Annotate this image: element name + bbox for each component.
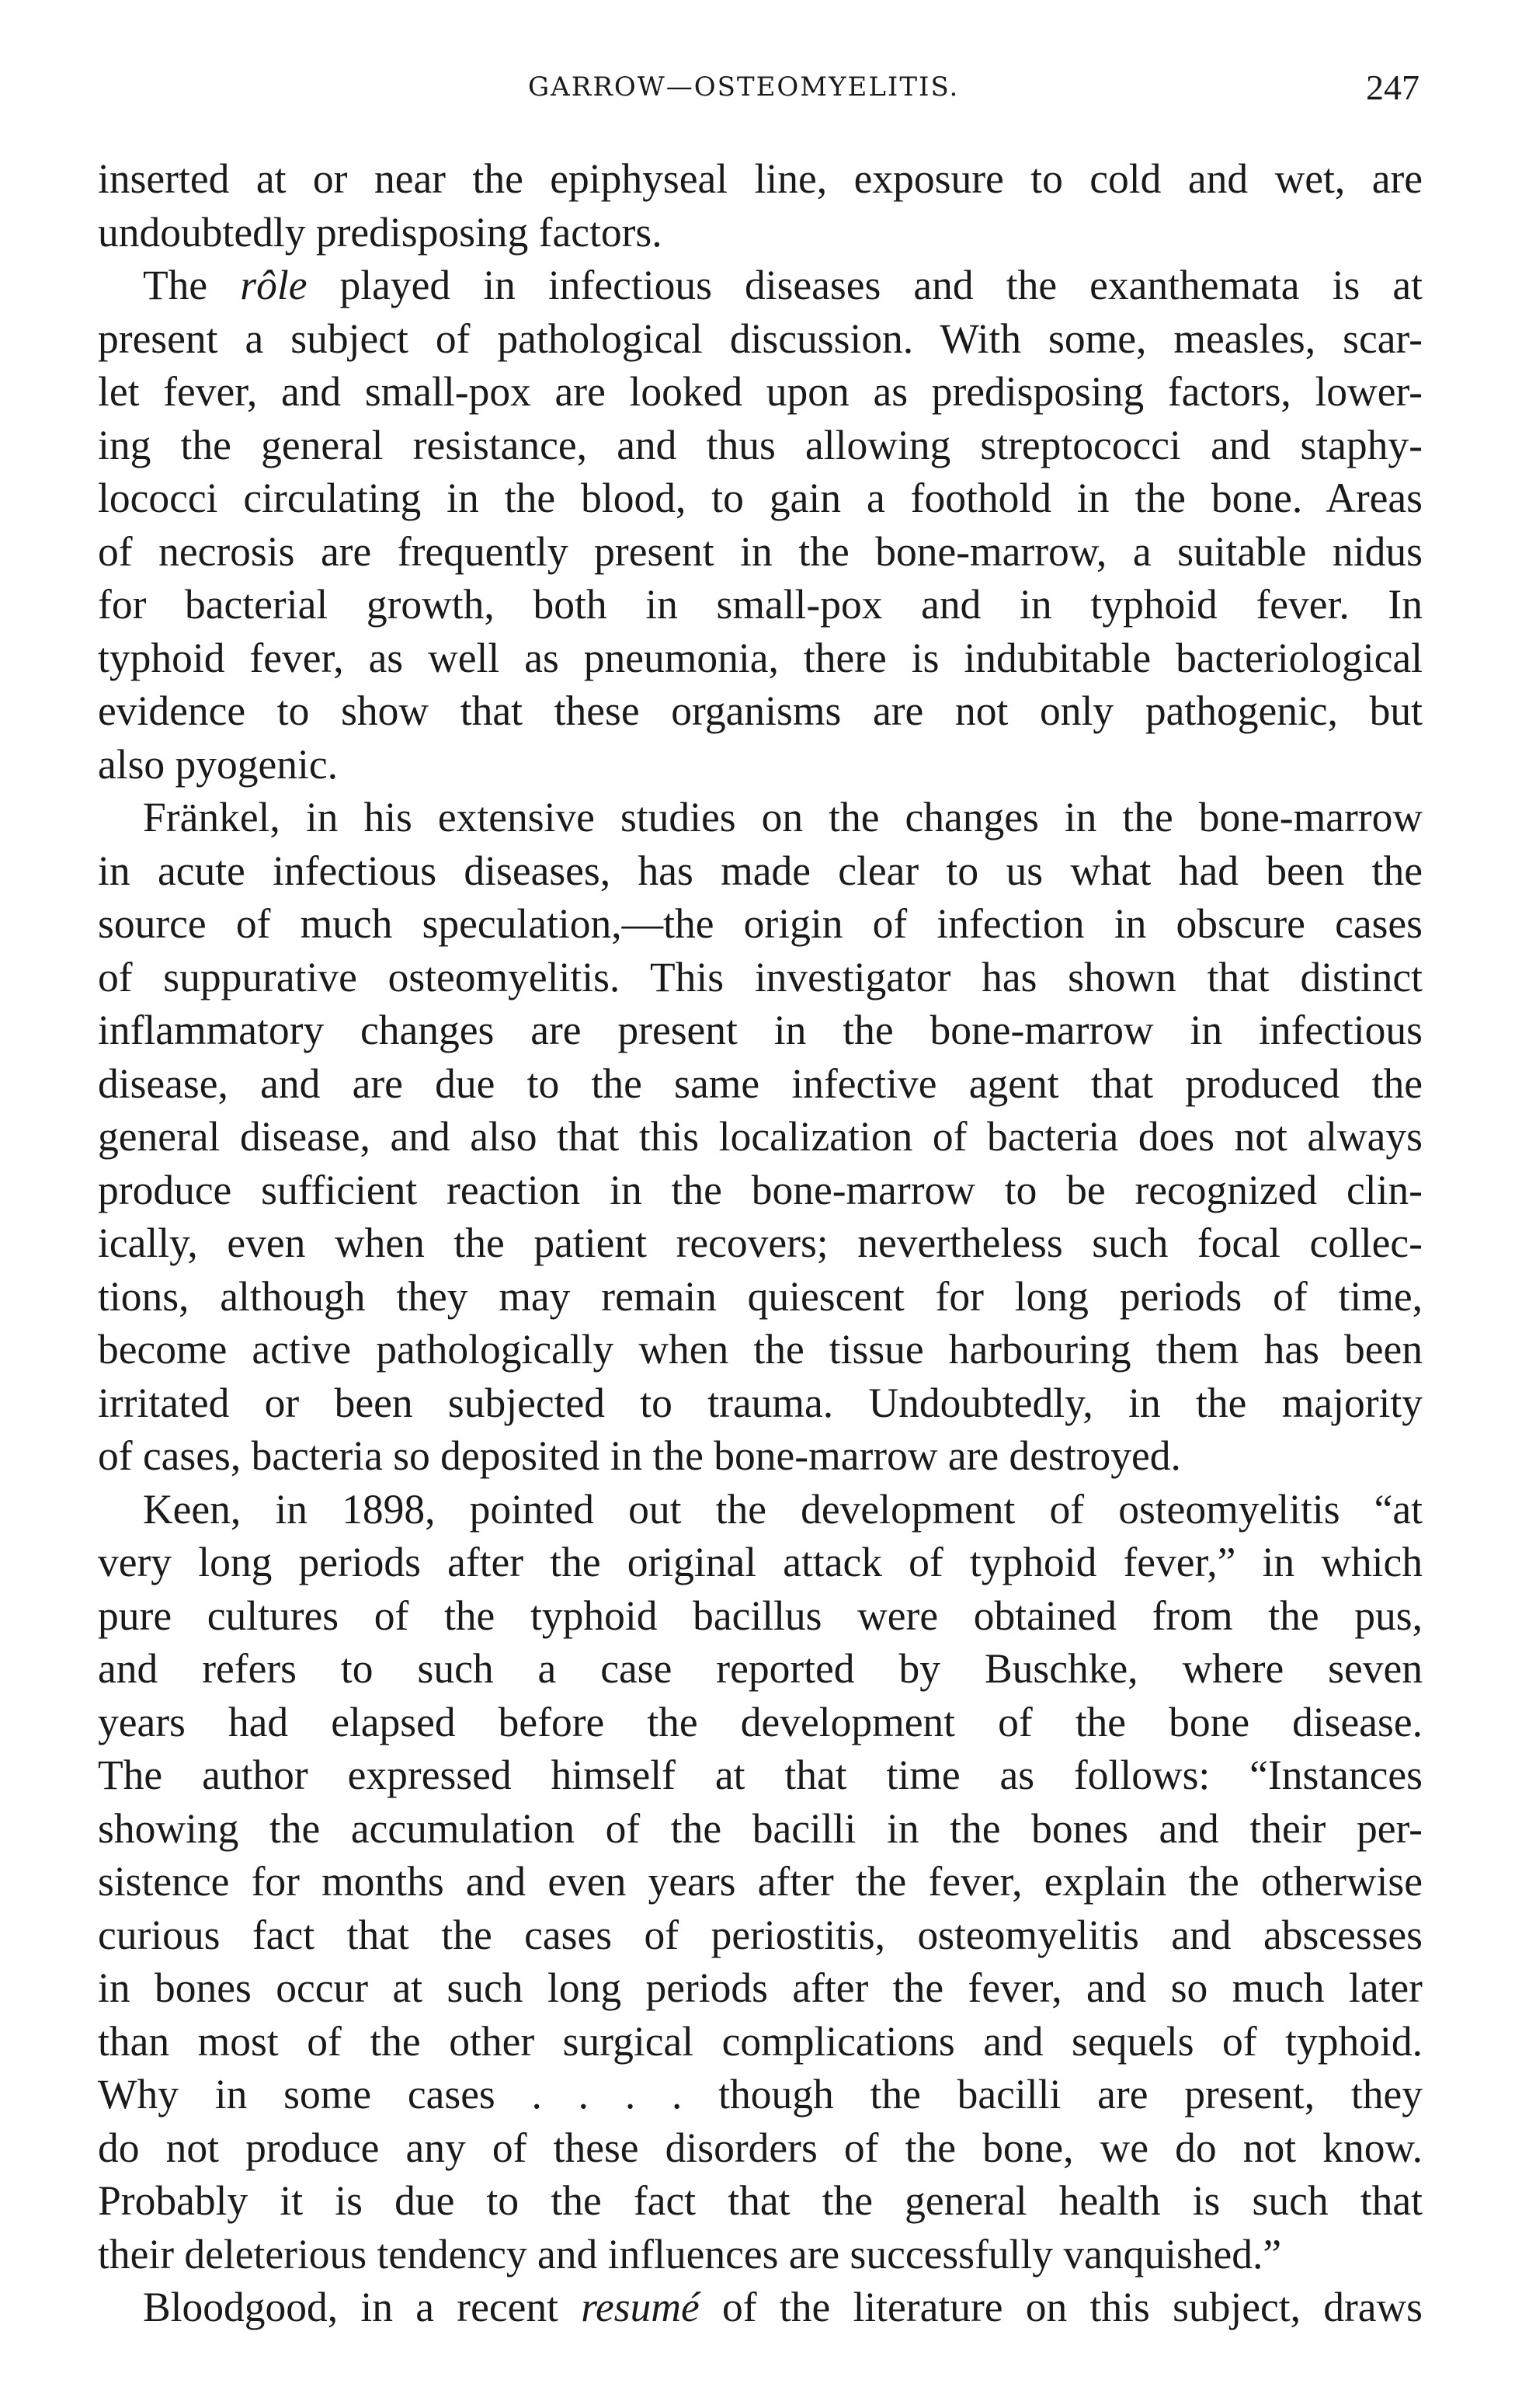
text-line: become active pathologically when the tissue harbouring them has been bbox=[98, 1326, 1423, 1373]
text-line: very long periods after the original attack of typhoid fever,” in which bbox=[98, 1539, 1423, 1585]
paragraph-role-infectious-diseases bbox=[98, 259, 1423, 791]
text-line: undoubtedly predisposing factors. bbox=[98, 208, 662, 256]
page-number: 247 bbox=[1366, 68, 1419, 107]
text-line: inserted at or near the epiphyseal line, exposure to cold and wet, are bbox=[98, 155, 1423, 202]
text-run: played in infectious diseases and the exanthemata is at bbox=[307, 262, 1423, 308]
text-line: and refers to such a case reported by Buschke, where seven bbox=[98, 1645, 1423, 1692]
text-line: Why in some cases . . . . though the bacilli are present, they bbox=[98, 2071, 1423, 2117]
body-text bbox=[98, 152, 1423, 2334]
text-line: tions, although they may remain quiescent for long periods of time, bbox=[98, 1272, 1423, 1320]
running-title: GARROW—OSTEOMYELITIS. bbox=[528, 71, 960, 103]
text-line: for bacterial growth, both in small-pox and in typhoid fever. In bbox=[98, 581, 1423, 628]
paragraph-bloodgood bbox=[98, 2281, 1423, 2334]
text-line: lococci circulating in the blood, to gain a foothold in the bone. Areas bbox=[98, 475, 1423, 521]
text-line: of suppurative osteomyelitis. This investigator has shown that distinct bbox=[98, 953, 1423, 1000]
text-line bbox=[98, 259, 1423, 312]
running-head bbox=[0, 68, 1522, 118]
text-line: showing the accumulation of the bacilli in the bones and their per- bbox=[98, 1804, 1423, 1852]
italic-term: rôle bbox=[240, 262, 308, 308]
text-line: pure cultures of the typhoid bacillus were obtained from the pus, bbox=[98, 1592, 1423, 1639]
text-line: source of much speculation,—the origin of infection in obscure cases bbox=[98, 900, 1423, 947]
text-line: ing the general resistance, and thus allowing streptococci and staphy- bbox=[98, 421, 1423, 468]
italic-term: resumé bbox=[581, 2284, 700, 2330]
text-line: of cases, bacteria so deposited in the bone-marrow are destroyed. bbox=[98, 1432, 1181, 1479]
text-line: do not produce any of these disorders of the bone, we do not know. bbox=[98, 2124, 1423, 2171]
text-line: irritated or been subjected to trauma. Undoubtedly, in the majority bbox=[98, 1379, 1423, 1426]
text-line: curious fact that the cases of periostitis, osteomyelitis and abscesses bbox=[98, 1911, 1423, 1958]
text-line bbox=[98, 2281, 1423, 2334]
text-line: general disease, and also that this localization of bacteria does not always bbox=[98, 1113, 1423, 1160]
text-line: inflammatory changes are present in the bone-marrow in infectious bbox=[98, 1007, 1423, 1053]
text-line: sistence for months and even years after the fever, explain the otherwise bbox=[98, 1858, 1423, 1905]
text-line: Probably it is due to the fact that the general health is such that bbox=[98, 2177, 1423, 2224]
text-line: Keen, in 1898, pointed out the development of osteomyelitis “at bbox=[143, 1485, 1423, 1533]
text-line: present a subject of pathological discussion. With some, measles, scar- bbox=[98, 315, 1423, 362]
text-run: The bbox=[143, 262, 241, 308]
text-line: typhoid fever, as well as pneumonia, there is indubitable bacteriological bbox=[98, 634, 1423, 681]
text-line: Fränkel, in his extensive studies on the changes in the bone-marrow bbox=[143, 794, 1423, 840]
paragraph-continuation bbox=[98, 152, 1423, 259]
text-line: ically, even when the patient recovers; nevertheless such focal collec- bbox=[98, 1220, 1423, 1266]
text-line: produce sufficient reaction in the bone-marrow to be recognized clin- bbox=[98, 1166, 1423, 1213]
paragraph-frankel bbox=[98, 791, 1423, 1483]
text-line: in acute infectious diseases, has made clear to us what had been the bbox=[98, 847, 1423, 894]
text-line: let fever, and small-pox are looked upon as predisposing factors, lower- bbox=[98, 368, 1423, 415]
text-line: years had elapsed before the development of the bone disease. bbox=[98, 1698, 1423, 1745]
text-line: evidence to show that these organisms are not only pathogenic, but bbox=[98, 687, 1423, 734]
text-line: also pyogenic. bbox=[98, 740, 339, 788]
text-run: Bloodgood, in a recent bbox=[143, 2284, 582, 2330]
text-line: their deleterious tendency and influences are successfully vanquished.” bbox=[98, 2230, 1282, 2278]
text-line: The author expressed himself at that time as follows: “Instances bbox=[98, 1752, 1423, 1798]
text-line: in bones occur at such long periods after the fever, and so much later bbox=[98, 1964, 1423, 2011]
text-line: than most of the other surgical complications and sequels of typhoid. bbox=[98, 2017, 1423, 2065]
text-line: disease, and are due to the same infective agent that produced the bbox=[98, 1060, 1423, 1107]
text-line: of necrosis are frequently present in the bone-marrow, a suitable nidus bbox=[98, 527, 1423, 575]
text-run: of the literature on this subject, draws bbox=[699, 2284, 1423, 2330]
paragraph-keen bbox=[98, 1483, 1423, 2281]
